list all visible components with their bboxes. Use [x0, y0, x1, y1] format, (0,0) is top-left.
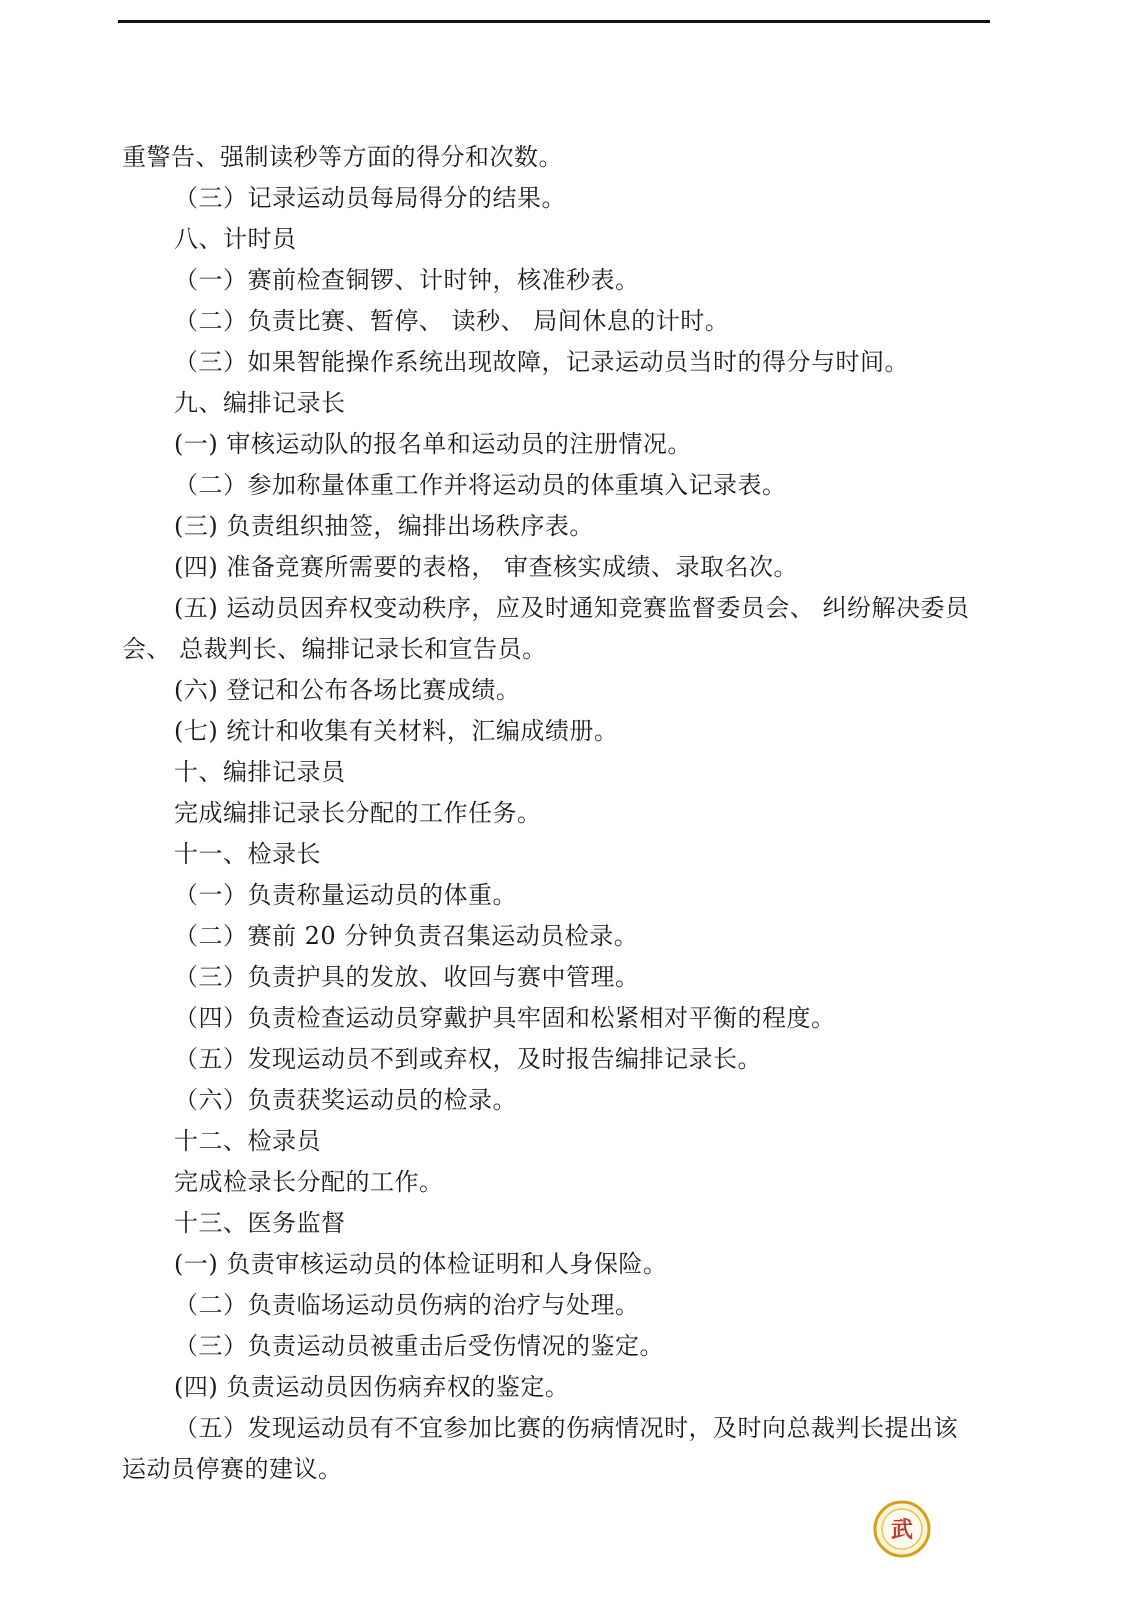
- paragraph: （五）发现运动员不到或弃权，及时报告编排记录长。: [174, 1045, 762, 1073]
- paragraph: 重警告、强制读秒等方面的得分和次数。: [122, 143, 563, 171]
- paragraph: （二）负责比赛、暂停、 读秒、 局间休息的计时。: [174, 307, 730, 335]
- paragraph: (六) 登记和公布各场比赛成绩。: [174, 676, 521, 704]
- document-body: [122, 137, 982, 1490]
- paragraph: 八、计时员: [174, 225, 297, 253]
- paragraph: 完成检录长分配的工作。: [174, 1168, 444, 1196]
- paragraph: (四) 负责运动员因伤病弃权的鉴定。: [174, 1373, 570, 1401]
- paragraph: 十二、检录员: [174, 1127, 321, 1155]
- paragraph: （一）负责称量运动员的体重。: [174, 881, 517, 909]
- header-rule: [118, 20, 990, 23]
- paragraph: 十三、医务监督: [174, 1209, 346, 1237]
- seal-character: 武: [890, 1517, 914, 1543]
- paragraph: (七) 统计和收集有关材料，汇编成绩册。: [174, 717, 619, 745]
- paragraph: (三) 负责组织抽签，编排出场秩序表。: [174, 512, 594, 540]
- paragraph: (四) 准备竞赛所需要的表格， 审查核实成绩、录取名次。: [174, 553, 798, 581]
- paragraph: （六）负责获奖运动员的检录。: [174, 1086, 517, 1114]
- paragraph: （三）负责运动员被重击后受伤情况的鉴定。: [174, 1332, 664, 1360]
- paragraph: （五）发现运动员有不宜参加比赛的伤病情况时，及时向总裁判长提出该运动员停赛的建议。: [122, 1414, 958, 1483]
- paragraph: （二）参加称量体重工作并将运动员的体重填入记录表。: [174, 471, 787, 499]
- paragraph: （四）负责检查运动员穿戴护具牢固和松紧相对平衡的程度。: [174, 1004, 836, 1032]
- paragraph: （三）记录运动员每局得分的结果。: [174, 184, 566, 212]
- emblem-seal-icon: [873, 1500, 931, 1558]
- paragraph: （二）赛前 20 分钟负责召集运动员检录。: [174, 922, 639, 950]
- paragraph: 九、编排记录长: [174, 389, 346, 417]
- paragraph: （三）负责护具的发放、收回与赛中管理。: [174, 963, 640, 991]
- paragraph: （二）负责临场运动员伤病的治疗与处理。: [174, 1291, 640, 1319]
- paragraph: （一）赛前检查铜锣、计时钟，核准秒表。: [174, 266, 640, 294]
- paragraph: 十一、检录长: [174, 840, 321, 868]
- paragraph: (一) 审核运动队的报名单和运动员的注册情况。: [174, 430, 692, 458]
- paragraph: (五) 运动员因弃权变动秩序，应及时通知竞赛监督委员会、 纠纷解决委员会、 总裁判长、编排记录长和宣告员。: [122, 594, 970, 663]
- paragraph: （三）如果智能操作系统出现故障，记录运动员当时的得分与时间。: [174, 348, 909, 376]
- paragraph: 完成编排记录长分配的工作任务。: [174, 799, 542, 827]
- paragraph: (一) 负责审核运动员的体检证明和人身保险。: [174, 1250, 668, 1278]
- paragraph: 十、编排记录员: [174, 758, 346, 786]
